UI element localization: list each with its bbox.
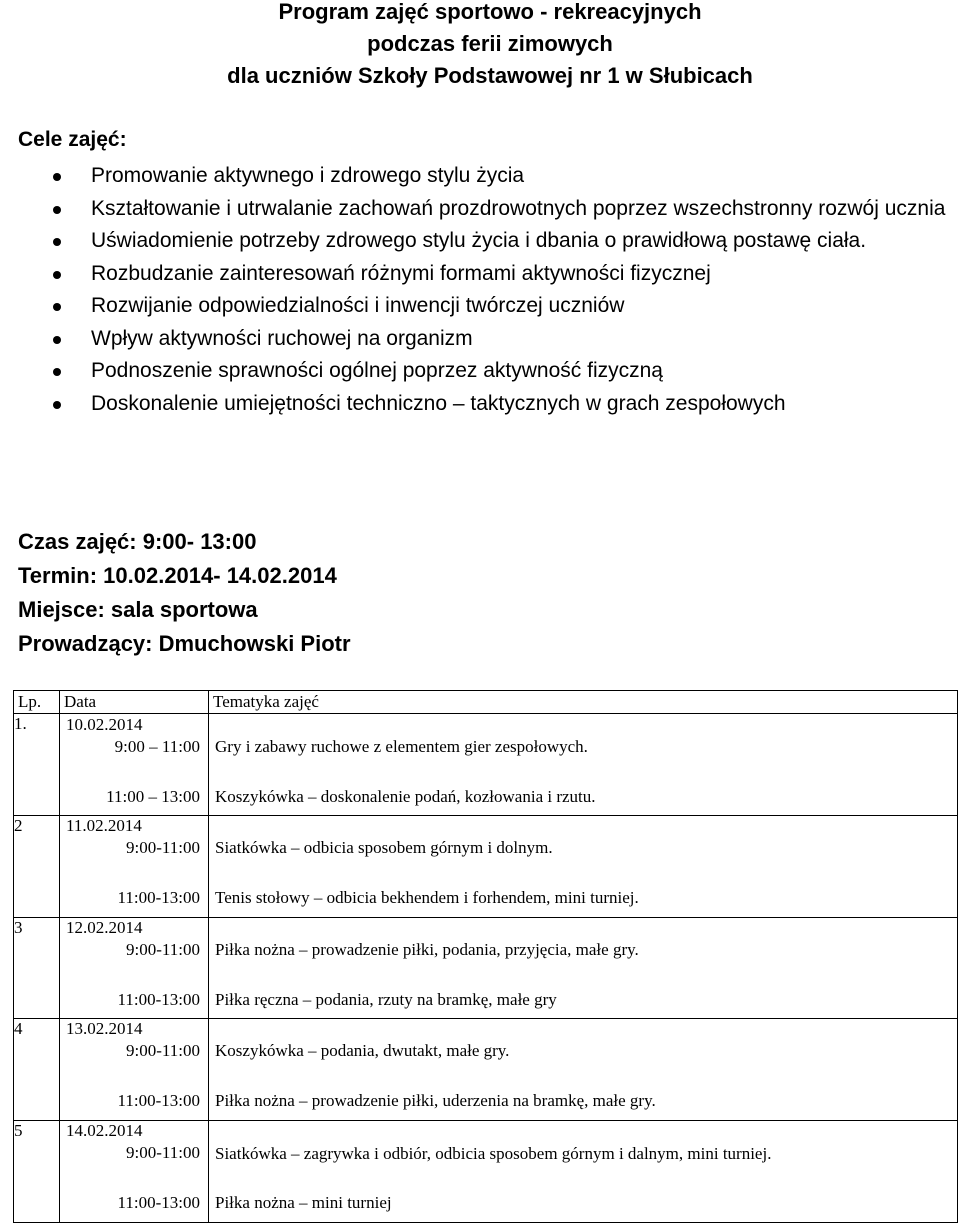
title-line-1: Program zajęć sportowo - rekreacyjnych (278, 0, 702, 24)
bullet-icon (53, 271, 61, 279)
goal-item: Kształtowanie i utrwalanie zachowań prozdrowotnych poprzez wszechstronny rozwój ucznia (0, 193, 960, 226)
info-place: Miejsce: sala sportowa (18, 597, 258, 622)
goals-heading: Cele zajęć: (18, 128, 127, 151)
row-lp: 5 (14, 1121, 60, 1223)
goal-item: Rozbudzanie zainteresowań różnymi formami aktywności fizycznej (0, 258, 960, 291)
bullet-icon (53, 368, 61, 376)
table-row (14, 1121, 958, 1223)
info-block (18, 525, 351, 661)
bullet-icon (53, 173, 61, 181)
row-time-2: 11:00-13:00 (117, 1091, 200, 1111)
row-topic-2: Koszykówka – doskonalenie podań, kozłowania i rzutu. (215, 787, 596, 806)
row-date-cell (60, 1019, 209, 1121)
goal-item: Promowanie aktywnego i zdrowego stylu życia (0, 160, 960, 193)
row-time-1: 9:00-11:00 (126, 1041, 200, 1061)
row-topic-cell (209, 917, 958, 1019)
table-row (14, 1019, 958, 1121)
row-topic-2: Piłka ręczna – podania, rzuty na bramkę, małe gry (215, 989, 557, 1009)
row-topic-2: Piłka nożna – prowadzenie piłki, uderzenia na bramkę, małe gry. (215, 1091, 656, 1111)
goals-list (0, 160, 960, 420)
bullet-icon (53, 336, 61, 344)
row-time-2: 11:00-13:00 (117, 989, 200, 1009)
row-time-2: 11:00-13:00 (117, 887, 200, 907)
row-topic-1: Siatkówka – zagrywka i odbiór, odbicia sposobem górnym i dalnym, mini turniej. (215, 1144, 772, 1164)
info-term: Termin: 10.02.2014- 14.02.2014 (18, 563, 337, 588)
info-time: Czas zajęć: 9:00- 13:00 (18, 529, 257, 554)
row-topic-cell (209, 1019, 958, 1121)
header-date: Data (60, 691, 209, 714)
row-date-cell (60, 1121, 209, 1223)
schedule-table (13, 690, 958, 1223)
goal-item: Doskonalenie umiejętności techniczno – taktycznych w grach zespołowych (0, 388, 960, 421)
bullet-icon (53, 303, 61, 311)
row-date: 12.02.2014 (66, 917, 143, 937)
row-time-2: 11:00 – 13:00 (106, 787, 200, 806)
row-lp: 1. (14, 714, 60, 816)
table-row (14, 917, 958, 1019)
header-topic: Tematyka zajęć (209, 691, 958, 714)
row-time-1: 9:00-11:00 (126, 837, 200, 857)
row-date: 14.02.2014 (66, 1121, 143, 1141)
row-date: 13.02.2014 (66, 1019, 143, 1039)
goal-item: Podnoszenie sprawności ogólnej poprzez aktywność fizyczną (0, 355, 960, 388)
row-date-cell (60, 714, 209, 816)
title-line-2: podczas ferii zimowych (367, 31, 613, 56)
goal-item: Rozwijanie odpowiedzialności i inwencji twórczej uczniów (0, 290, 960, 323)
table-header-row (14, 691, 958, 714)
row-topic-cell (209, 1121, 958, 1223)
row-topic-1: Piłka nożna – prowadzenie piłki, podania, przyjęcia, małe gry. (215, 939, 639, 959)
row-topic-1: Siatkówka – odbicia sposobem górnym i dolnym. (215, 837, 553, 857)
goal-item: Wpływ aktywności ruchowej na organizm (0, 323, 960, 356)
goal-item: Uświadomienie potrzeby zdrowego stylu życia i dbania o prawidłową postawę ciała. (0, 225, 960, 258)
row-lp: 2 (14, 815, 60, 917)
title-line-3: dla uczniów Szkoły Podstawowej nr 1 w Słubicach (227, 63, 753, 88)
table-row (14, 714, 958, 816)
row-time-1: 9:00-11:00 (126, 1143, 200, 1163)
bullet-icon (53, 238, 61, 246)
bullet-icon (53, 401, 61, 409)
row-time-1: 9:00 – 11:00 (114, 737, 200, 756)
bullet-icon (53, 206, 61, 214)
row-topic-cell (209, 815, 958, 917)
row-topic-1: Gry i zabawy ruchowe z elementem gier zespołowych. (215, 737, 588, 756)
document-title (0, 0, 960, 92)
row-topic-2: Tenis stołowy – odbicia bekhendem i forhendem, mini turniej. (215, 887, 639, 907)
row-time-2: 11:00-13:00 (117, 1193, 200, 1213)
row-time-1: 9:00-11:00 (126, 939, 200, 959)
row-lp: 4 (14, 1019, 60, 1121)
row-date-cell (60, 917, 209, 1019)
row-topic-1: Koszykówka – podania, dwutakt, małe gry. (215, 1041, 510, 1061)
table-row (14, 815, 958, 917)
info-leader: Prowadzący: Dmuchowski Piotr (18, 631, 351, 656)
row-date: 11.02.2014 (66, 815, 142, 835)
row-date: 10.02.2014 (66, 715, 143, 734)
header-lp: Lp. (14, 691, 60, 714)
row-topic-2: Piłka nożna – mini turniej (215, 1193, 392, 1213)
row-lp: 3 (14, 917, 60, 1019)
row-date-cell (60, 815, 209, 917)
row-topic-cell (209, 714, 958, 816)
